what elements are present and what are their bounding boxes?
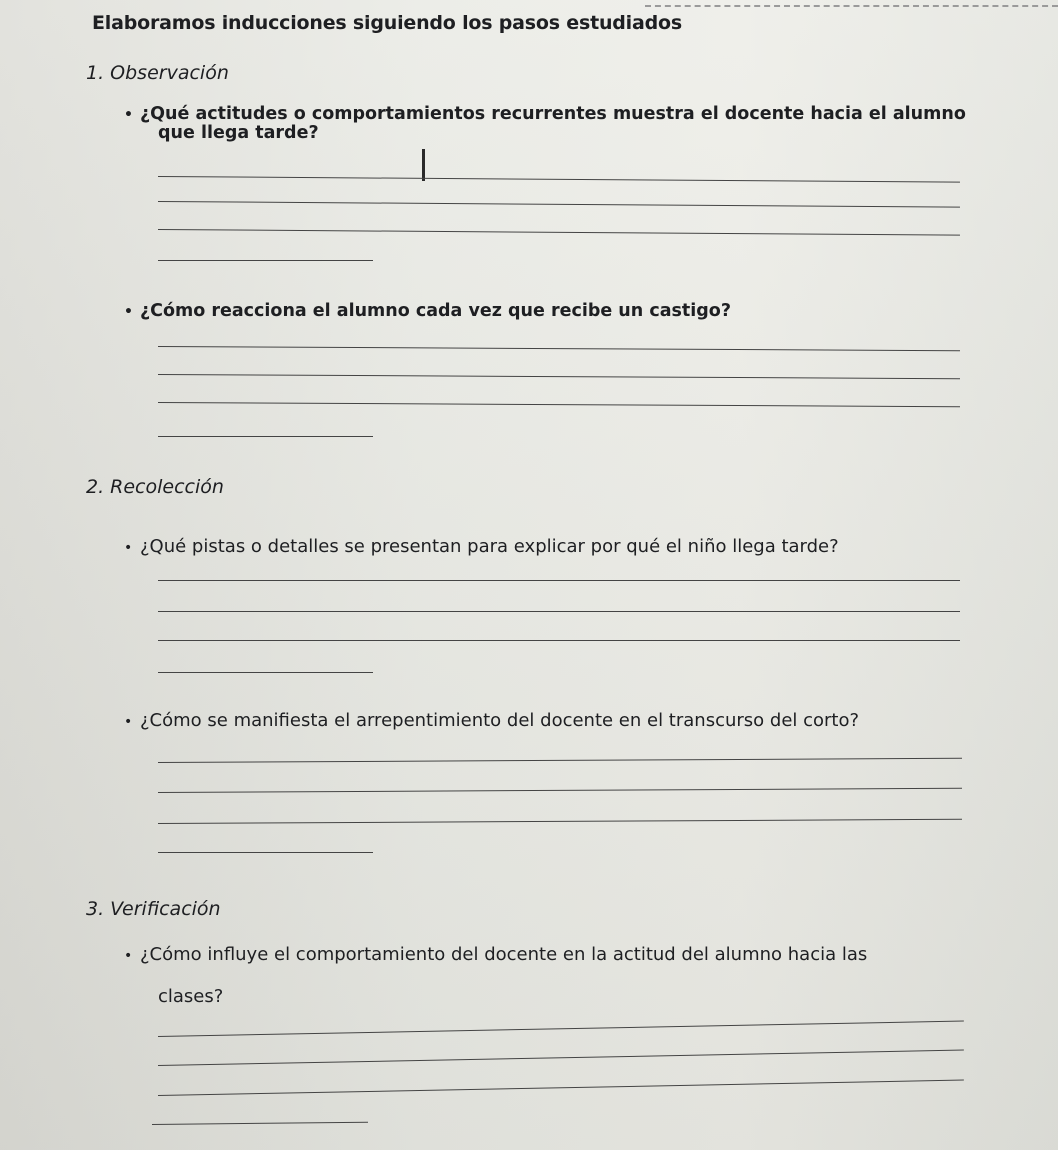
- answer-line-short[interactable]: [158, 260, 373, 261]
- answer-line[interactable]: [158, 346, 960, 351]
- question-text: ¿Cómo influye el comportamiento del docente en la actitud del alumno hacia las: [140, 944, 868, 965]
- question-1-1-continuation: que llega tarde?: [158, 123, 319, 143]
- answer-line[interactable]: [158, 374, 960, 379]
- answer-line[interactable]: [158, 402, 960, 407]
- answer-line[interactable]: [158, 640, 960, 641]
- answer-line[interactable]: [158, 1080, 964, 1096]
- answer-line[interactable]: [158, 758, 962, 763]
- answer-line-short[interactable]: [158, 672, 373, 673]
- answer-line-short[interactable]: [158, 436, 373, 437]
- bullet: •: [124, 304, 133, 320]
- question-text: ¿Cómo se manifiesta el arrepentimiento del docente en el transcurso del corto?: [140, 710, 860, 731]
- answer-line[interactable]: [158, 201, 960, 208]
- worksheet-title: Elaboramos inducciones siguiendo los pasos estudiados: [92, 12, 682, 34]
- answer-line[interactable]: [158, 176, 960, 183]
- top-dashed-rule: [645, 5, 1058, 7]
- section-heading-recoleccion: 2. Recolección: [86, 476, 224, 498]
- answer-line-short[interactable]: [152, 1122, 368, 1125]
- question-text: ¿Qué actitudes o comportamientos recurrentes muestra el docente hacia el alumno: [140, 104, 966, 124]
- question-3-1-continuation: clases?: [158, 986, 224, 1007]
- answer-line[interactable]: [158, 788, 962, 793]
- question-text: ¿Cómo reacciona el alumno cada vez que recibe un castigo?: [140, 301, 731, 321]
- question-3-1: [124, 942, 867, 969]
- question-2-1: [124, 534, 839, 561]
- question-2-2: [124, 708, 859, 735]
- answer-line[interactable]: [158, 229, 960, 236]
- question-1-2: [124, 298, 731, 325]
- bullet: •: [124, 107, 133, 123]
- answer-line-short[interactable]: [158, 852, 373, 853]
- section-heading-verificacion: 3. Verificación: [86, 898, 221, 920]
- text-cursor: [422, 149, 425, 181]
- answer-line[interactable]: [158, 580, 960, 581]
- section-heading-observacion: 1. Observación: [86, 62, 229, 84]
- bullet: •: [124, 540, 133, 556]
- answer-line[interactable]: [158, 611, 960, 612]
- bullet: •: [124, 714, 133, 730]
- question-text: ¿Qué pistas o detalles se presentan para explicar por qué el niño llega tarde?: [140, 536, 839, 557]
- bullet: •: [124, 948, 133, 964]
- answer-line[interactable]: [158, 1021, 964, 1037]
- answer-line[interactable]: [158, 1050, 964, 1066]
- answer-line[interactable]: [158, 819, 962, 824]
